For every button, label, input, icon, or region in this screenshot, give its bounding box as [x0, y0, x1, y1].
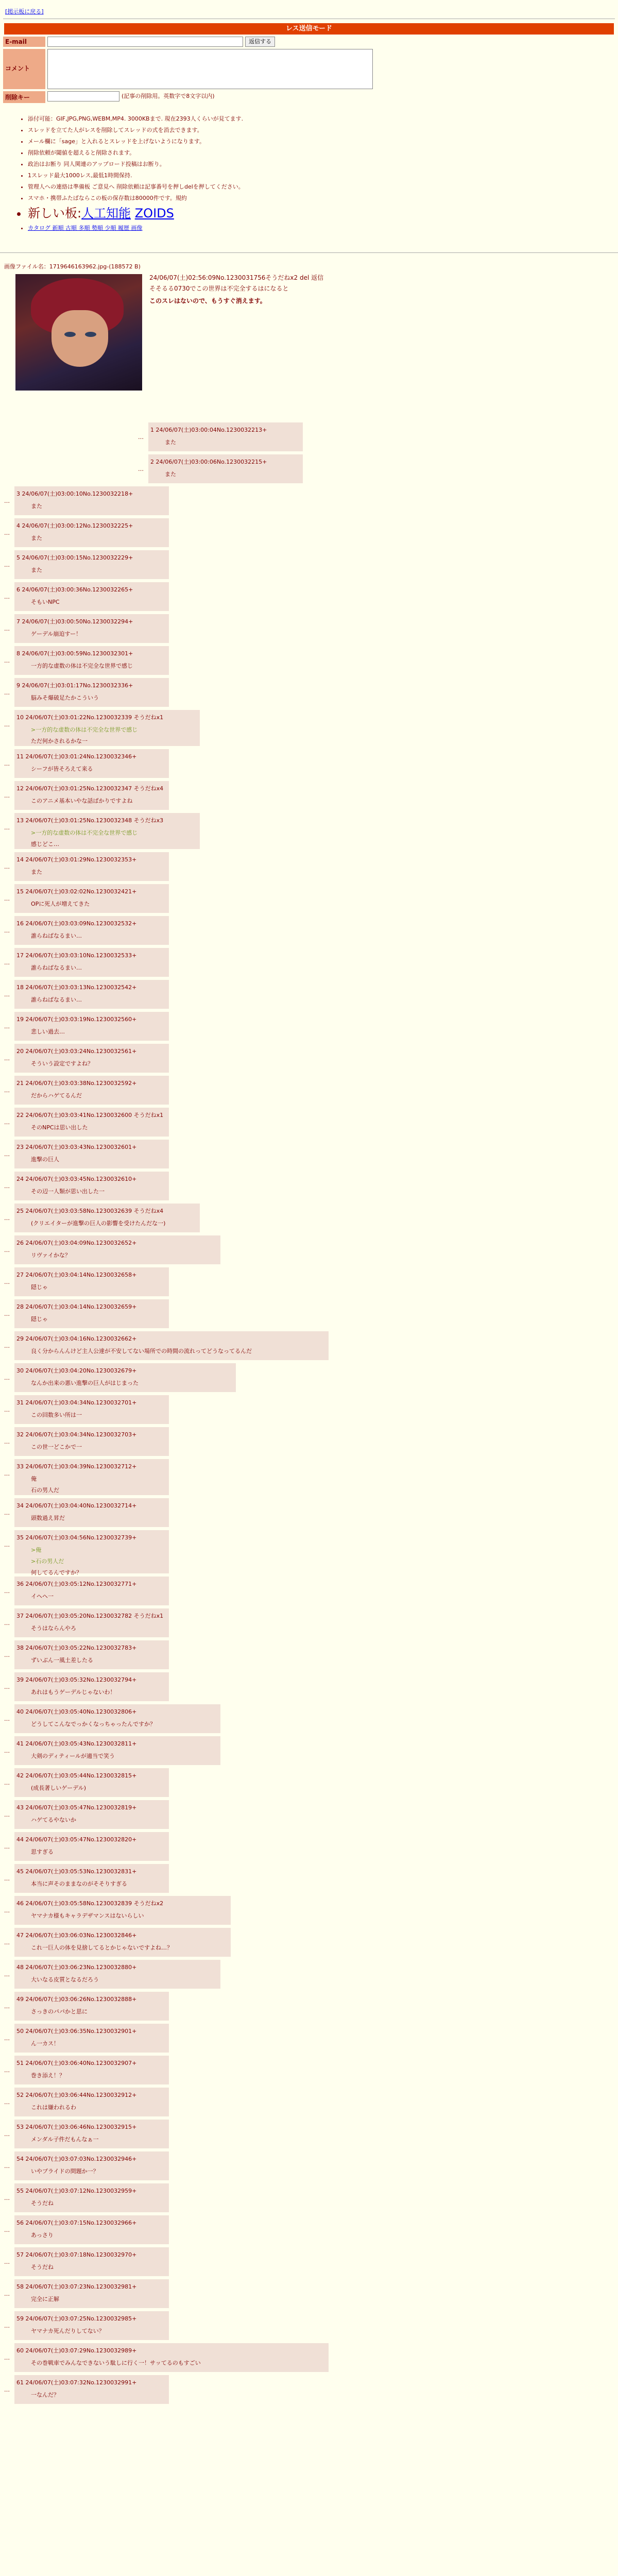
reply-meta[interactable]: 27 24/06/07(土)03:04:14No.1230032658+ — [16, 1272, 137, 1278]
reply-body: さっきのパパかと思に — [31, 2008, 88, 2015]
reply-meta[interactable]: 19 24/06/07(土)03:03:19No.1230032560+ — [16, 1016, 137, 1023]
reply-indent-marker: … — [4, 2227, 10, 2233]
reply-body: また — [31, 567, 42, 573]
reply-indent-marker: … — [4, 895, 10, 902]
reply-body: ハゲてるやないか — [31, 1817, 76, 1823]
reply-indent-marker: … — [4, 1311, 10, 1317]
reply-box — [14, 1076, 169, 1105]
reply-box — [14, 1704, 220, 1733]
reply-indent-marker: … — [4, 2323, 10, 2329]
reply-box — [14, 1044, 169, 1073]
reply-box — [14, 1832, 169, 1861]
reply-meta[interactable]: 25 24/06/07(土)03:03:58No.1230032639 そうだねx4 — [16, 1208, 164, 1214]
reply-box — [14, 646, 169, 675]
comment-label: コメント — [3, 49, 45, 89]
reply-indent-marker: … — [4, 959, 10, 966]
reply-body: 一方的な虚数の体は不完全な世界で感じ — [31, 663, 133, 669]
reply-box — [14, 1608, 169, 1637]
reply-body: そうだね — [31, 2264, 54, 2270]
reply-indent-marker: … — [4, 2131, 10, 2138]
reply-body: シーフが皆そろえて来る — [31, 766, 93, 772]
reply-meta[interactable]: 34 24/06/07(土)03:04:40No.1230032714+ — [16, 1502, 137, 1509]
reply-body: 感じどこ… — [31, 841, 59, 848]
reply-box — [14, 1960, 220, 1989]
reply-quote: >石の男人だ — [31, 1558, 64, 1565]
reply-body: そうはならんやろ — [31, 1625, 76, 1632]
reply-box — [14, 1640, 169, 1669]
reply-box — [14, 2311, 169, 2340]
reply-indent-marker: … — [4, 689, 10, 696]
reply-meta[interactable]: 39 24/06/07(土)03:05:32No.1230032794+ — [16, 1676, 137, 1683]
reply-body: この回数多い所は一 — [31, 1412, 82, 1418]
op-image-eye — [64, 332, 76, 337]
reply-indent-marker: … — [4, 2259, 10, 2265]
reply-indent-marker: … — [4, 2067, 10, 2074]
reply-body: 進撃の巨人 — [31, 1156, 59, 1163]
reply-indent-marker: … — [4, 1470, 10, 1477]
reply-indent-marker: … — [4, 1247, 10, 1253]
reply-indent-marker: … — [4, 1716, 10, 1722]
reply-box — [14, 1204, 200, 1232]
reply-meta[interactable]: 37 24/06/07(土)03:05:20No.1230032782 そうだねx1 — [16, 1613, 164, 1619]
reply-meta[interactable]: 14 24/06/07(土)03:01:29No.1230032353+ — [16, 856, 137, 863]
delkey-note: (記事の削除用。英数字で8文字以内) — [122, 93, 215, 99]
rules-list — [28, 113, 615, 234]
reply-meta[interactable]: 32 24/06/07(土)03:04:34No.1230032703+ — [16, 1431, 137, 1438]
reply-body: ん一カス！ — [31, 2040, 59, 2047]
reply-body: ずいぶん一風土差したる — [31, 1657, 93, 1664]
email-input[interactable] — [47, 37, 243, 47]
reply-body: 思すぎる — [31, 1849, 54, 1855]
new-board-link-1[interactable]: 人工知能 — [81, 206, 131, 221]
reply-indent-marker: … — [4, 1119, 10, 1126]
reply-meta[interactable]: 18 24/06/07(土)03:03:13No.1230032542+ — [16, 984, 137, 991]
email-row — [3, 37, 615, 47]
reply-indent-marker: … — [4, 2291, 10, 2297]
reply-indent-marker: … — [4, 1343, 10, 1349]
reply-body: ヤマナカ様もキャラデザマンスはないらしい — [31, 1912, 144, 1919]
reply-body: OPに死人が増えてきた — [31, 901, 90, 907]
reply-meta[interactable]: 17 24/06/07(土)03:03:10No.1230032533+ — [16, 952, 137, 959]
reply-box — [14, 1459, 169, 1495]
reply-indent-marker: … — [4, 2003, 10, 2010]
reply-indent-marker: … — [4, 1748, 10, 1754]
email-label: E-mail — [3, 37, 45, 47]
reply-body: メンダル子件だもんなぁ一 — [31, 2136, 99, 2143]
reply-box — [14, 550, 169, 579]
reply-box — [14, 1577, 169, 1605]
reply-meta[interactable]: 47 24/06/07(土)03:06:03No.1230032846+ — [16, 1932, 137, 1939]
reply-body: リヴァイかな？ — [31, 1252, 71, 1259]
reply-box — [14, 1672, 169, 1701]
reply-box — [14, 980, 169, 1009]
reply-box — [14, 1012, 169, 1041]
reply-indent-marker: … — [4, 1375, 10, 1381]
rule-item: • 添付可能：GIF,JPG,PNG,WEBM,MP4. 3000KBまで. 現在2393人くらいが見てます. — [28, 113, 615, 125]
catalog-links-item — [28, 223, 615, 234]
reply-indent-marker: … — [4, 1087, 10, 1094]
reply-meta[interactable]: 28 24/06/07(土)03:04:14No.1230032659+ — [16, 1303, 137, 1310]
reply-indent-marker: … — [4, 1438, 10, 1445]
reply-box — [14, 1864, 169, 1893]
reply-quote: >一方的な虚数の体は不完全な世界で感じ — [31, 829, 138, 836]
reply-indent-marker: … — [4, 2163, 10, 2170]
reply-indent-marker: … — [4, 657, 10, 664]
reply-body: 一なんだ？ — [31, 2392, 59, 2398]
reply-indent-marker: … — [4, 1843, 10, 1850]
reply-box — [14, 2375, 169, 2404]
reply-quote: >一方的な虚数の体は不完全な世界で感じ — [31, 726, 138, 733]
reply-body: 悲しい過去… — [31, 1028, 65, 1035]
reply-box — [14, 518, 169, 547]
reply-meta[interactable]: 33 24/06/07(土)03:04:39No.1230032712+ — [16, 1463, 137, 1470]
reply-body: その辺一人類が思い出した一 — [31, 1188, 105, 1195]
reply-body: そういう設定ですよね？ — [31, 1060, 93, 1067]
reply-body: 本当に声そのままなのがそそりすぎる — [31, 1880, 127, 1887]
reply-box — [148, 422, 303, 451]
reply-mode-bar: レス送信モード — [4, 23, 614, 35]
rule-item: • 政治はお断り 同人関連のアップロード投稿はお断り。 — [28, 159, 615, 170]
reply-meta[interactable]: 5 24/06/07(土)03:00:15No.1230032229+ — [16, 554, 133, 561]
reply-body: これ一巨人の体を見捨してるとかじゃないですよね…？ — [31, 1944, 173, 1951]
reply-meta[interactable]: 61 24/06/07(土)03:07:32No.1230032991+ — [16, 2379, 137, 2386]
reply-body: 完全に正解 — [31, 2296, 59, 2302]
delkey-input[interactable] — [47, 91, 119, 101]
reply-body: これは嫌われるわ — [31, 2104, 76, 2111]
reply-indent-marker: … — [4, 1183, 10, 1190]
reply-body: このアニメ基本いやな話ばかりですよね — [31, 798, 133, 804]
reply-indent-marker: … — [4, 1151, 10, 1158]
reply-box — [14, 2247, 169, 2276]
reply-body: ヤマナカ死んだりしてない？ — [31, 2328, 105, 2334]
reply-body: 良く分からんんけど主人公達が不安してない場所での時間の流れってどうなってるんだ — [31, 1348, 252, 1354]
reply-box — [14, 678, 169, 707]
reply-box — [148, 454, 303, 483]
reply-body: 頭数過え昇だ — [31, 1515, 65, 1521]
thread — [0, 252, 618, 2398]
reply-body: また — [165, 471, 176, 478]
reply-indent-marker: … — [4, 1939, 10, 1946]
reply-indent-marker: … — [4, 1684, 10, 1690]
reply-meta[interactable]: 54 24/06/07(土)03:07:03No.1230032946+ — [16, 2156, 137, 2162]
reply-body: 巻き添え！？ — [31, 2072, 65, 2079]
reply-body: また — [31, 503, 42, 510]
reply-box — [14, 749, 169, 778]
reply-meta[interactable]: 26 24/06/07(土)03:04:09No.1230032652+ — [16, 1240, 137, 1246]
reply-body: 誰らねばなるまい… — [31, 996, 82, 1003]
reply-box — [14, 486, 169, 515]
reply-indent-marker: … — [138, 434, 144, 440]
reply-body: 脳みそ爆破足たかこういう — [31, 694, 99, 701]
reply-box — [14, 2120, 169, 2148]
reply-body: 俺 — [31, 1476, 37, 1482]
reply-indent-marker: … — [4, 1588, 10, 1595]
reply-box — [14, 2056, 169, 2084]
reply-indent-marker: … — [138, 466, 144, 472]
reply-box — [14, 1363, 236, 1392]
reply-meta[interactable]: 13 24/06/07(土)03:01:25No.1230032348 そうだねx3 — [16, 817, 164, 824]
reply-box — [14, 852, 169, 881]
reply-indent-marker: … — [4, 991, 10, 998]
reply-indent-marker: … — [4, 562, 10, 568]
reply-indent-marker: … — [4, 1055, 10, 1062]
reply-body: また — [165, 439, 176, 446]
comment-textarea[interactable] — [47, 49, 373, 89]
catalog-links[interactable]: カタログ 新順 古順 多順 勢順 少順 履歴 画像 — [28, 225, 143, 231]
op-image-eye — [85, 332, 96, 337]
reply-box — [14, 884, 169, 913]
reply-box — [14, 1896, 231, 1925]
op-meta: 24/06/07(土)02:56:09No.1230031756そうだねx2 del 返信 — [149, 274, 324, 281]
reply-meta[interactable]: 40 24/06/07(土)03:05:40No.1230032806+ — [16, 1708, 137, 1715]
reply-meta[interactable]: 35 24/06/07(土)03:04:56No.1230032739+ — [16, 1534, 137, 1541]
reply-box — [14, 1498, 169, 1527]
reply-body: どうしてこんなでっかくなっちゃったんですか？ — [31, 1721, 156, 1727]
reply-meta[interactable]: 30 24/06/07(土)03:04:20No.1230032679+ — [16, 1367, 137, 1374]
reply-body: あっさり — [31, 2232, 54, 2239]
back-to-board-link[interactable]: [掲示板に戻る] — [5, 8, 44, 15]
reply-indent-marker: … — [4, 1811, 10, 1818]
comment-row — [3, 49, 615, 89]
rule-item: • 管理人への連絡は準備板 ご意見へ 削除依頼は記事番号を押しdelを押してください。 — [28, 181, 615, 193]
reply-body: いやプライドの問題か一？ — [31, 2168, 99, 2175]
delkey-label: 削除キー — [3, 91, 45, 103]
reply-box — [14, 1267, 169, 1296]
reply-meta[interactable]: 24 24/06/07(土)03:03:45No.1230032610+ — [16, 1176, 137, 1182]
reply-box — [14, 2343, 329, 2372]
reply-meta[interactable]: 41 24/06/07(土)03:05:43No.1230032811+ — [16, 1740, 137, 1747]
reply-indent-marker: … — [4, 2386, 10, 2393]
reply-body: あれはもうゲーデルじゃないわ！ — [31, 1689, 116, 1696]
reply-meta[interactable]: 15 24/06/07(土)03:02:02No.1230032421+ — [16, 888, 137, 895]
reply-meta[interactable]: 42 24/06/07(土)03:05:44No.1230032815+ — [16, 1772, 137, 1779]
reply-body: なんか出来の悪い進撃の巨人がはじまった — [31, 1380, 139, 1386]
reply-body: ゲーデル崩迫すー！ — [31, 631, 82, 637]
reply-indent-marker: … — [4, 1780, 10, 1786]
reply-indent-marker: … — [4, 2099, 10, 2106]
reply-meta[interactable]: 1 24/06/07(土)03:00:04No.1230032213+ — [150, 427, 267, 433]
reply-indent-marker: … — [4, 1652, 10, 1658]
reply-box — [14, 813, 200, 849]
reply-meta[interactable]: 45 24/06/07(土)03:05:53No.1230032831+ — [16, 1868, 137, 1875]
reply-box — [14, 582, 169, 611]
op-line: そそるる0730でこの世界は不完全するはになると — [149, 285, 289, 292]
reply-meta[interactable]: 9 24/06/07(土)03:01:17No.1230032336+ — [16, 682, 133, 689]
reply-indent-marker: … — [4, 721, 10, 728]
reply-meta[interactable]: 55 24/06/07(土)03:07:12No.1230032959+ — [16, 2188, 137, 2194]
op-expire-notice: このスレはないので、もうすぐ消えます。 — [149, 297, 266, 304]
op-file-info: 画像ファイル名：1719646163962.jpg-(188572 B) — [4, 263, 141, 270]
reply-box — [14, 916, 169, 945]
reply-meta[interactable]: 8 24/06/07(土)03:00:59No.1230032301+ — [16, 650, 133, 657]
reply-body: この世一どこかで一 — [31, 1444, 82, 1450]
reply-indent-marker: … — [4, 1510, 10, 1516]
reply-meta[interactable]: 59 24/06/07(土)03:07:25No.1230032985+ — [16, 2315, 137, 2322]
reply-indent-marker: … — [4, 927, 10, 934]
reply-box — [14, 1768, 169, 1797]
reply-meta[interactable]: 60 24/06/07(土)03:07:29No.1230032989+ — [16, 2347, 137, 2354]
reply-meta[interactable]: 43 24/06/07(土)03:05:47No.1230032819+ — [16, 1804, 137, 1811]
reply-meta[interactable]: 31 24/06/07(土)03:04:34No.1230032701+ — [16, 1399, 137, 1406]
reply-meta[interactable]: 22 24/06/07(土)03:03:41No.1230032600 そうだねx1 — [16, 1112, 164, 1118]
reply-meta[interactable]: 2 24/06/07(土)03:00:06No.1230032215+ — [150, 459, 267, 465]
rule-item: • スマホ・携帯ふたばならこの板の保存数は80000件です。規約 — [28, 193, 615, 204]
reply-box — [14, 614, 169, 643]
reply-meta[interactable]: 12 24/06/07(土)03:01:25No.1230032347 そうだねx4 — [16, 785, 164, 792]
reply-body: だからハゲてるんだ — [31, 1092, 82, 1099]
reply-body: ただ何かされるかな一 — [31, 738, 88, 744]
new-board-link-2[interactable]: ZOIDS — [134, 206, 174, 221]
reply-box — [14, 781, 169, 810]
reply-meta[interactable]: 23 24/06/07(土)03:03:43No.1230032601+ — [16, 1144, 137, 1150]
reply-indent-marker: … — [4, 1971, 10, 1978]
reply-meta[interactable]: 6 24/06/07(土)03:00:36No.1230032265+ — [16, 586, 133, 593]
reply-indent-marker: … — [4, 792, 10, 799]
reply-body: 誰らねばなるまい… — [31, 933, 82, 939]
reply-indent-marker: … — [4, 1215, 10, 1222]
reply-meta[interactable]: 58 24/06/07(土)03:07:23No.1230032981+ — [16, 2283, 137, 2290]
reply-body: また — [31, 535, 42, 541]
reply-meta[interactable]: 29 24/06/07(土)03:04:16No.1230032662+ — [16, 1335, 137, 1342]
reply-box — [14, 1427, 169, 1456]
reply-box — [14, 2088, 169, 2116]
reply-meta[interactable]: 50 24/06/07(土)03:06:35No.1230032901+ — [16, 2028, 137, 2035]
reply-meta[interactable]: 7 24/06/07(土)03:00:50No.1230032294+ — [16, 618, 133, 625]
rule-item: • メール欄に「sage」と入れるとスレッドを上げないようになります。 — [28, 136, 615, 147]
reply-indent-marker: … — [4, 594, 10, 600]
op-thumbnail[interactable] — [15, 274, 142, 391]
reply-box — [14, 1992, 169, 2021]
reply-box — [14, 1299, 169, 1328]
reply-meta[interactable]: 53 24/06/07(土)03:06:46No.1230032915+ — [16, 2124, 137, 2130]
rule-item: • スレッドを立てた人がレスを削除してスレッドの式を消去できます。 — [28, 125, 615, 136]
reply-meta[interactable]: 11 24/06/07(土)03:01:24No.1230032346+ — [16, 753, 137, 760]
reply-body: イヘヘ一 — [31, 1593, 54, 1600]
reply-meta[interactable]: 52 24/06/07(土)03:06:44No.1230032912+ — [16, 2092, 137, 2098]
reply-box — [14, 1235, 220, 1264]
reply-body: そのNPCは思い出した — [31, 1124, 88, 1131]
reply-indent-marker: … — [4, 1541, 10, 1548]
reply-indent-marker: … — [4, 863, 10, 870]
reply-indent-marker: … — [4, 530, 10, 536]
reply-indent-marker: … — [4, 2195, 10, 2201]
reply-meta[interactable]: 57 24/06/07(土)03:07:18No.1230032970+ — [16, 2251, 137, 2258]
reply-box — [14, 1172, 169, 1200]
reply-meta[interactable]: 38 24/06/07(土)03:05:22No.1230032783+ — [16, 1645, 137, 1651]
reply-body: 何してるんですか？ — [31, 1569, 82, 1576]
reply-box — [14, 1928, 231, 1957]
rule-item: • 削除依頼が閾値を超えると削除されます。 — [28, 147, 615, 159]
delkey-row — [3, 91, 615, 103]
reply-indent-marker: … — [4, 1279, 10, 1285]
reply-box — [14, 1108, 169, 1137]
post-form-area — [0, 0, 618, 234]
reply-body: また — [31, 869, 42, 875]
reply-meta[interactable]: 16 24/06/07(土)03:03:09No.1230032532+ — [16, 920, 137, 927]
reply-indent-marker: … — [4, 625, 10, 632]
reply-quote: >俺 — [31, 1547, 42, 1553]
reply-box — [14, 1530, 169, 1576]
reply-body: そうだね — [31, 2200, 54, 2207]
submit-button[interactable]: 返信する — [245, 37, 275, 47]
reply-box — [14, 1331, 329, 1360]
reply-body: (クリエイターが進撃の巨人の影響を受けたんだな一) — [31, 1220, 166, 1227]
reply-meta[interactable]: 36 24/06/07(土)03:05:12No.1230032771+ — [16, 1581, 137, 1587]
reply-indent-marker: … — [4, 498, 10, 504]
reply-body: その巻戦車でみんなできないう駄しに行く一！サッてるのもすごい — [31, 2360, 201, 2366]
reply-body: 隠じゃ — [31, 1284, 48, 1291]
reply-box — [14, 1395, 169, 1424]
reply-meta[interactable]: 21 24/06/07(土)03:03:38No.1230032592+ — [16, 1080, 137, 1087]
reply-meta[interactable]: 56 24/06/07(土)03:07:15No.1230032966+ — [16, 2219, 137, 2226]
reply-meta[interactable]: 3 24/06/07(土)03:00:10No.1230032218+ — [16, 490, 133, 497]
reply-box — [14, 2215, 169, 2244]
reply-box — [14, 1736, 220, 1765]
reply-body: 石の男人だ — [31, 1487, 59, 1494]
reply-body: (成長著しいゲーデル) — [31, 1785, 87, 1791]
reply-body: そもいNPC — [31, 599, 60, 605]
reply-indent-marker: … — [4, 2035, 10, 2042]
reply-box — [14, 2024, 169, 2053]
reply-box — [14, 710, 200, 746]
rule-item: • 1スレッド最大1000レス,最低1時間保持. — [28, 170, 615, 181]
new-board-prefix: 新しい板: — [28, 206, 82, 221]
reply-box — [14, 1800, 169, 1829]
reply-meta[interactable]: 51 24/06/07(土)03:06:40No.1230032907+ — [16, 2060, 137, 2066]
reply-box — [14, 1140, 169, 1168]
reply-box — [14, 2151, 169, 2180]
reply-box — [14, 948, 169, 977]
reply-meta[interactable]: 4 24/06/07(土)03:00:12No.1230032225+ — [16, 522, 133, 529]
reply-indent-marker: … — [4, 1023, 10, 1030]
reply-indent-marker: … — [4, 1875, 10, 1882]
reply-meta[interactable]: 44 24/06/07(土)03:05:47No.1230032820+ — [16, 1836, 137, 1843]
op-image-face — [52, 310, 108, 367]
reply-box — [14, 2183, 169, 2212]
reply-meta[interactable]: 48 24/06/07(土)03:06:23No.1230032880+ — [16, 1964, 137, 1971]
reply-indent-marker: … — [4, 2354, 10, 2361]
reply-indent-marker: … — [4, 1406, 10, 1413]
new-board-item — [28, 204, 615, 223]
reply-meta[interactable]: 20 24/06/07(土)03:03:24No.1230032561+ — [16, 1048, 137, 1055]
reply-body: 誰らねばなるまい… — [31, 964, 82, 971]
reply-indent-marker: … — [4, 1620, 10, 1626]
op-body — [149, 282, 289, 307]
reply-box — [14, 2279, 169, 2308]
reply-meta[interactable]: 10 24/06/07(土)03:01:22No.1230032339 そうだねx1 — [16, 714, 164, 721]
reply-indent-marker: … — [4, 760, 10, 767]
reply-meta[interactable]: 49 24/06/07(土)03:06:26No.1230032888+ — [16, 1996, 137, 2003]
reply-indent-marker: … — [4, 824, 10, 831]
reply-body: 大いなる皮質となるだろう — [31, 1976, 99, 1983]
reply-body: 大剣のディティールが適当で笑う — [31, 1753, 115, 1759]
reply-indent-marker: … — [4, 1907, 10, 1914]
reply-meta[interactable]: 46 24/06/07(土)03:05:58No.1230032839 そうだねx2 — [16, 1900, 164, 1907]
reply-body: 隠じゃ — [31, 1316, 48, 1323]
thread-divider — [0, 252, 618, 253]
